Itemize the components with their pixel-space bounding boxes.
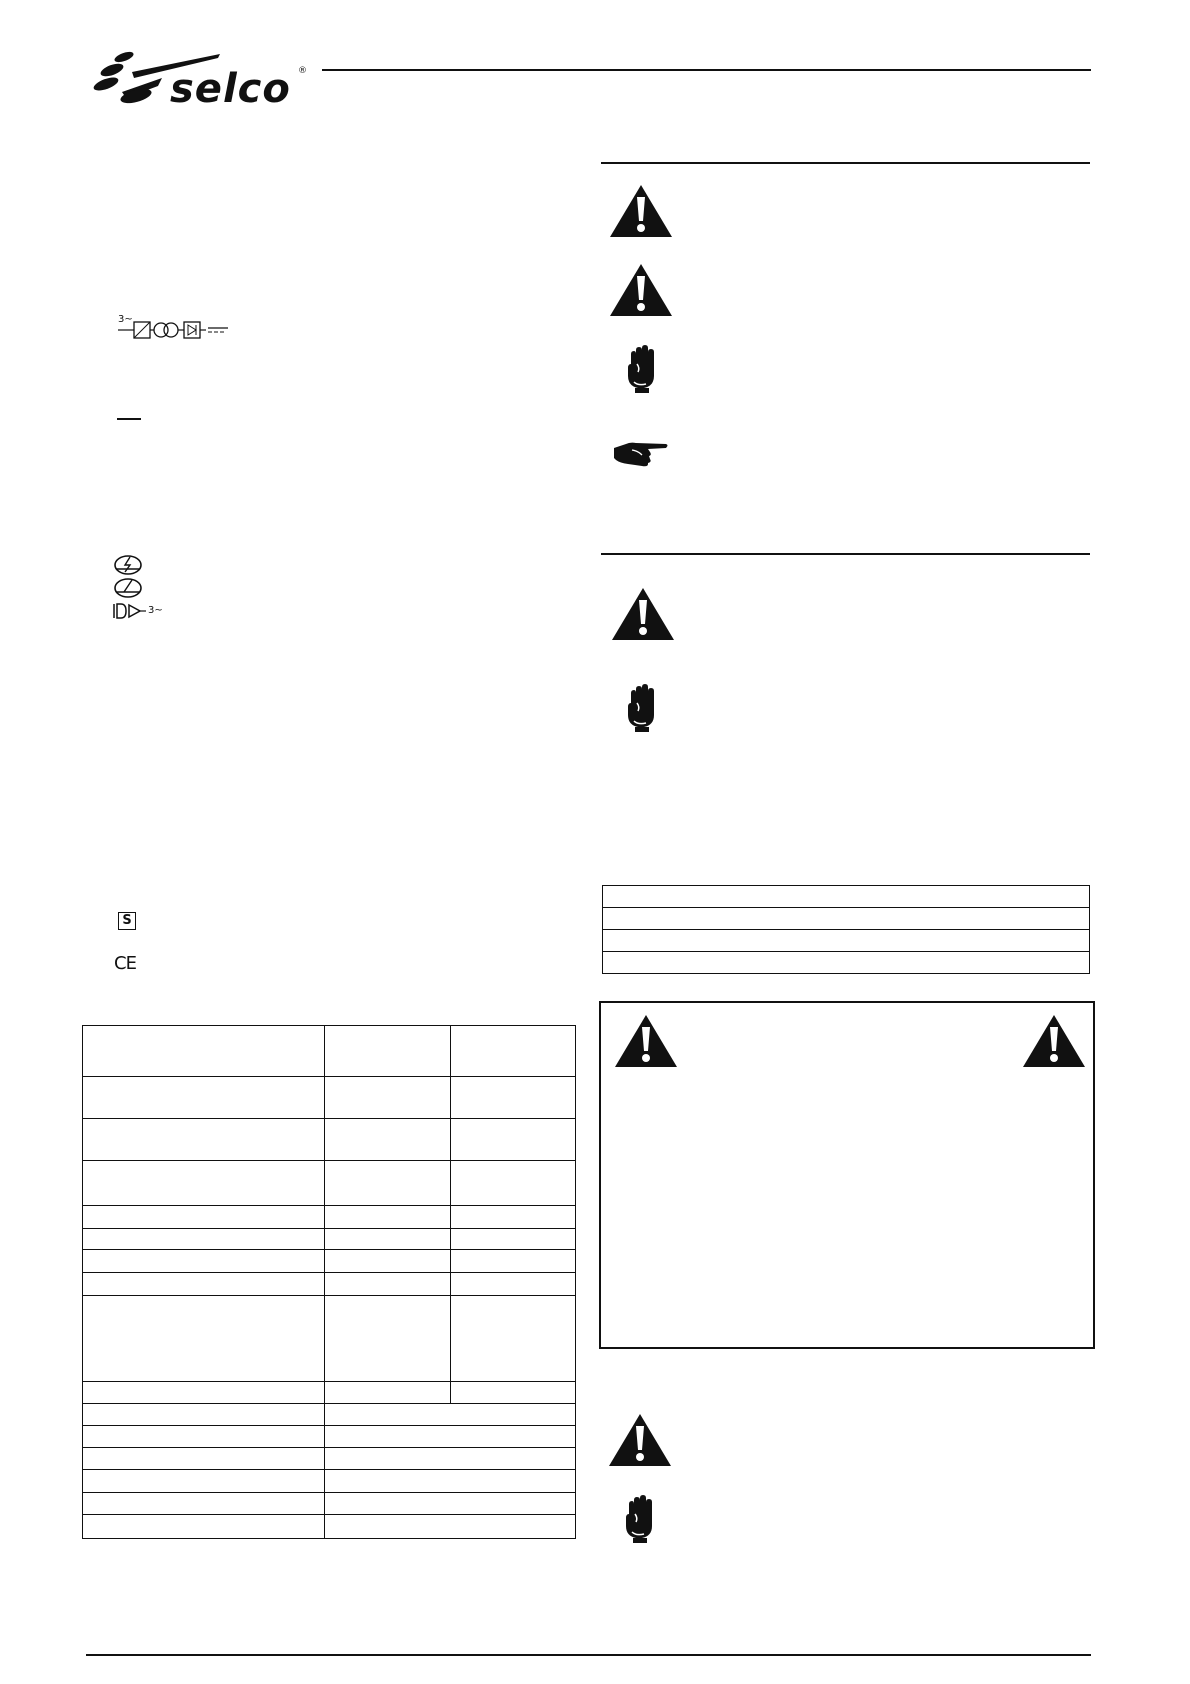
warning-triangle-icon — [610, 586, 676, 642]
table-row — [83, 1273, 576, 1296]
header-rule — [322, 69, 1091, 71]
info-table — [602, 885, 1090, 974]
brand-wordmark: selco — [170, 66, 291, 112]
motor-phase-label: 3~ — [148, 605, 163, 616]
table-row — [83, 1296, 576, 1382]
table-row — [603, 908, 1090, 930]
tig-torch-icon — [112, 577, 144, 604]
inverter-diagram-icon — [118, 319, 230, 346]
table-row — [83, 1470, 576, 1493]
registered-mark: ® — [298, 66, 307, 76]
section-rule — [601, 553, 1090, 555]
table-row — [83, 1250, 576, 1273]
table-row — [83, 1119, 576, 1161]
footer-rule — [86, 1654, 1091, 1656]
warning-triangle-icon — [608, 183, 674, 239]
warning-triangle-icon — [613, 1013, 679, 1069]
three-phase-label: 3~ — [118, 314, 133, 325]
pointing-hand-icon — [612, 438, 670, 468]
table-row — [603, 952, 1090, 974]
stop-hand-icon — [624, 681, 660, 733]
table-row — [603, 930, 1090, 952]
table-row — [83, 1206, 576, 1229]
table-row — [83, 1404, 576, 1426]
warning-triangle-icon — [608, 262, 674, 318]
warning-box — [599, 1001, 1095, 1349]
table-row — [83, 1161, 576, 1206]
dc-line-icon — [117, 418, 141, 420]
table-row — [83, 1493, 576, 1515]
table-row — [83, 1448, 576, 1470]
section-rule — [601, 162, 1090, 164]
mains-input-icon — [112, 602, 148, 625]
warning-triangle-icon — [607, 1412, 673, 1468]
table-row — [83, 1229, 576, 1250]
table-row — [83, 1426, 576, 1448]
spec-table — [82, 1025, 576, 1539]
table-row — [83, 1026, 576, 1077]
s-mark-icon: S — [118, 912, 136, 930]
table-row — [603, 886, 1090, 908]
stop-hand-icon — [622, 1492, 658, 1544]
table-row — [83, 1382, 576, 1404]
table-row — [83, 1077, 576, 1119]
warning-triangle-icon — [1021, 1013, 1087, 1069]
ce-mark-icon: CE — [114, 953, 136, 974]
stop-hand-icon — [624, 342, 660, 394]
table-row — [83, 1515, 576, 1539]
